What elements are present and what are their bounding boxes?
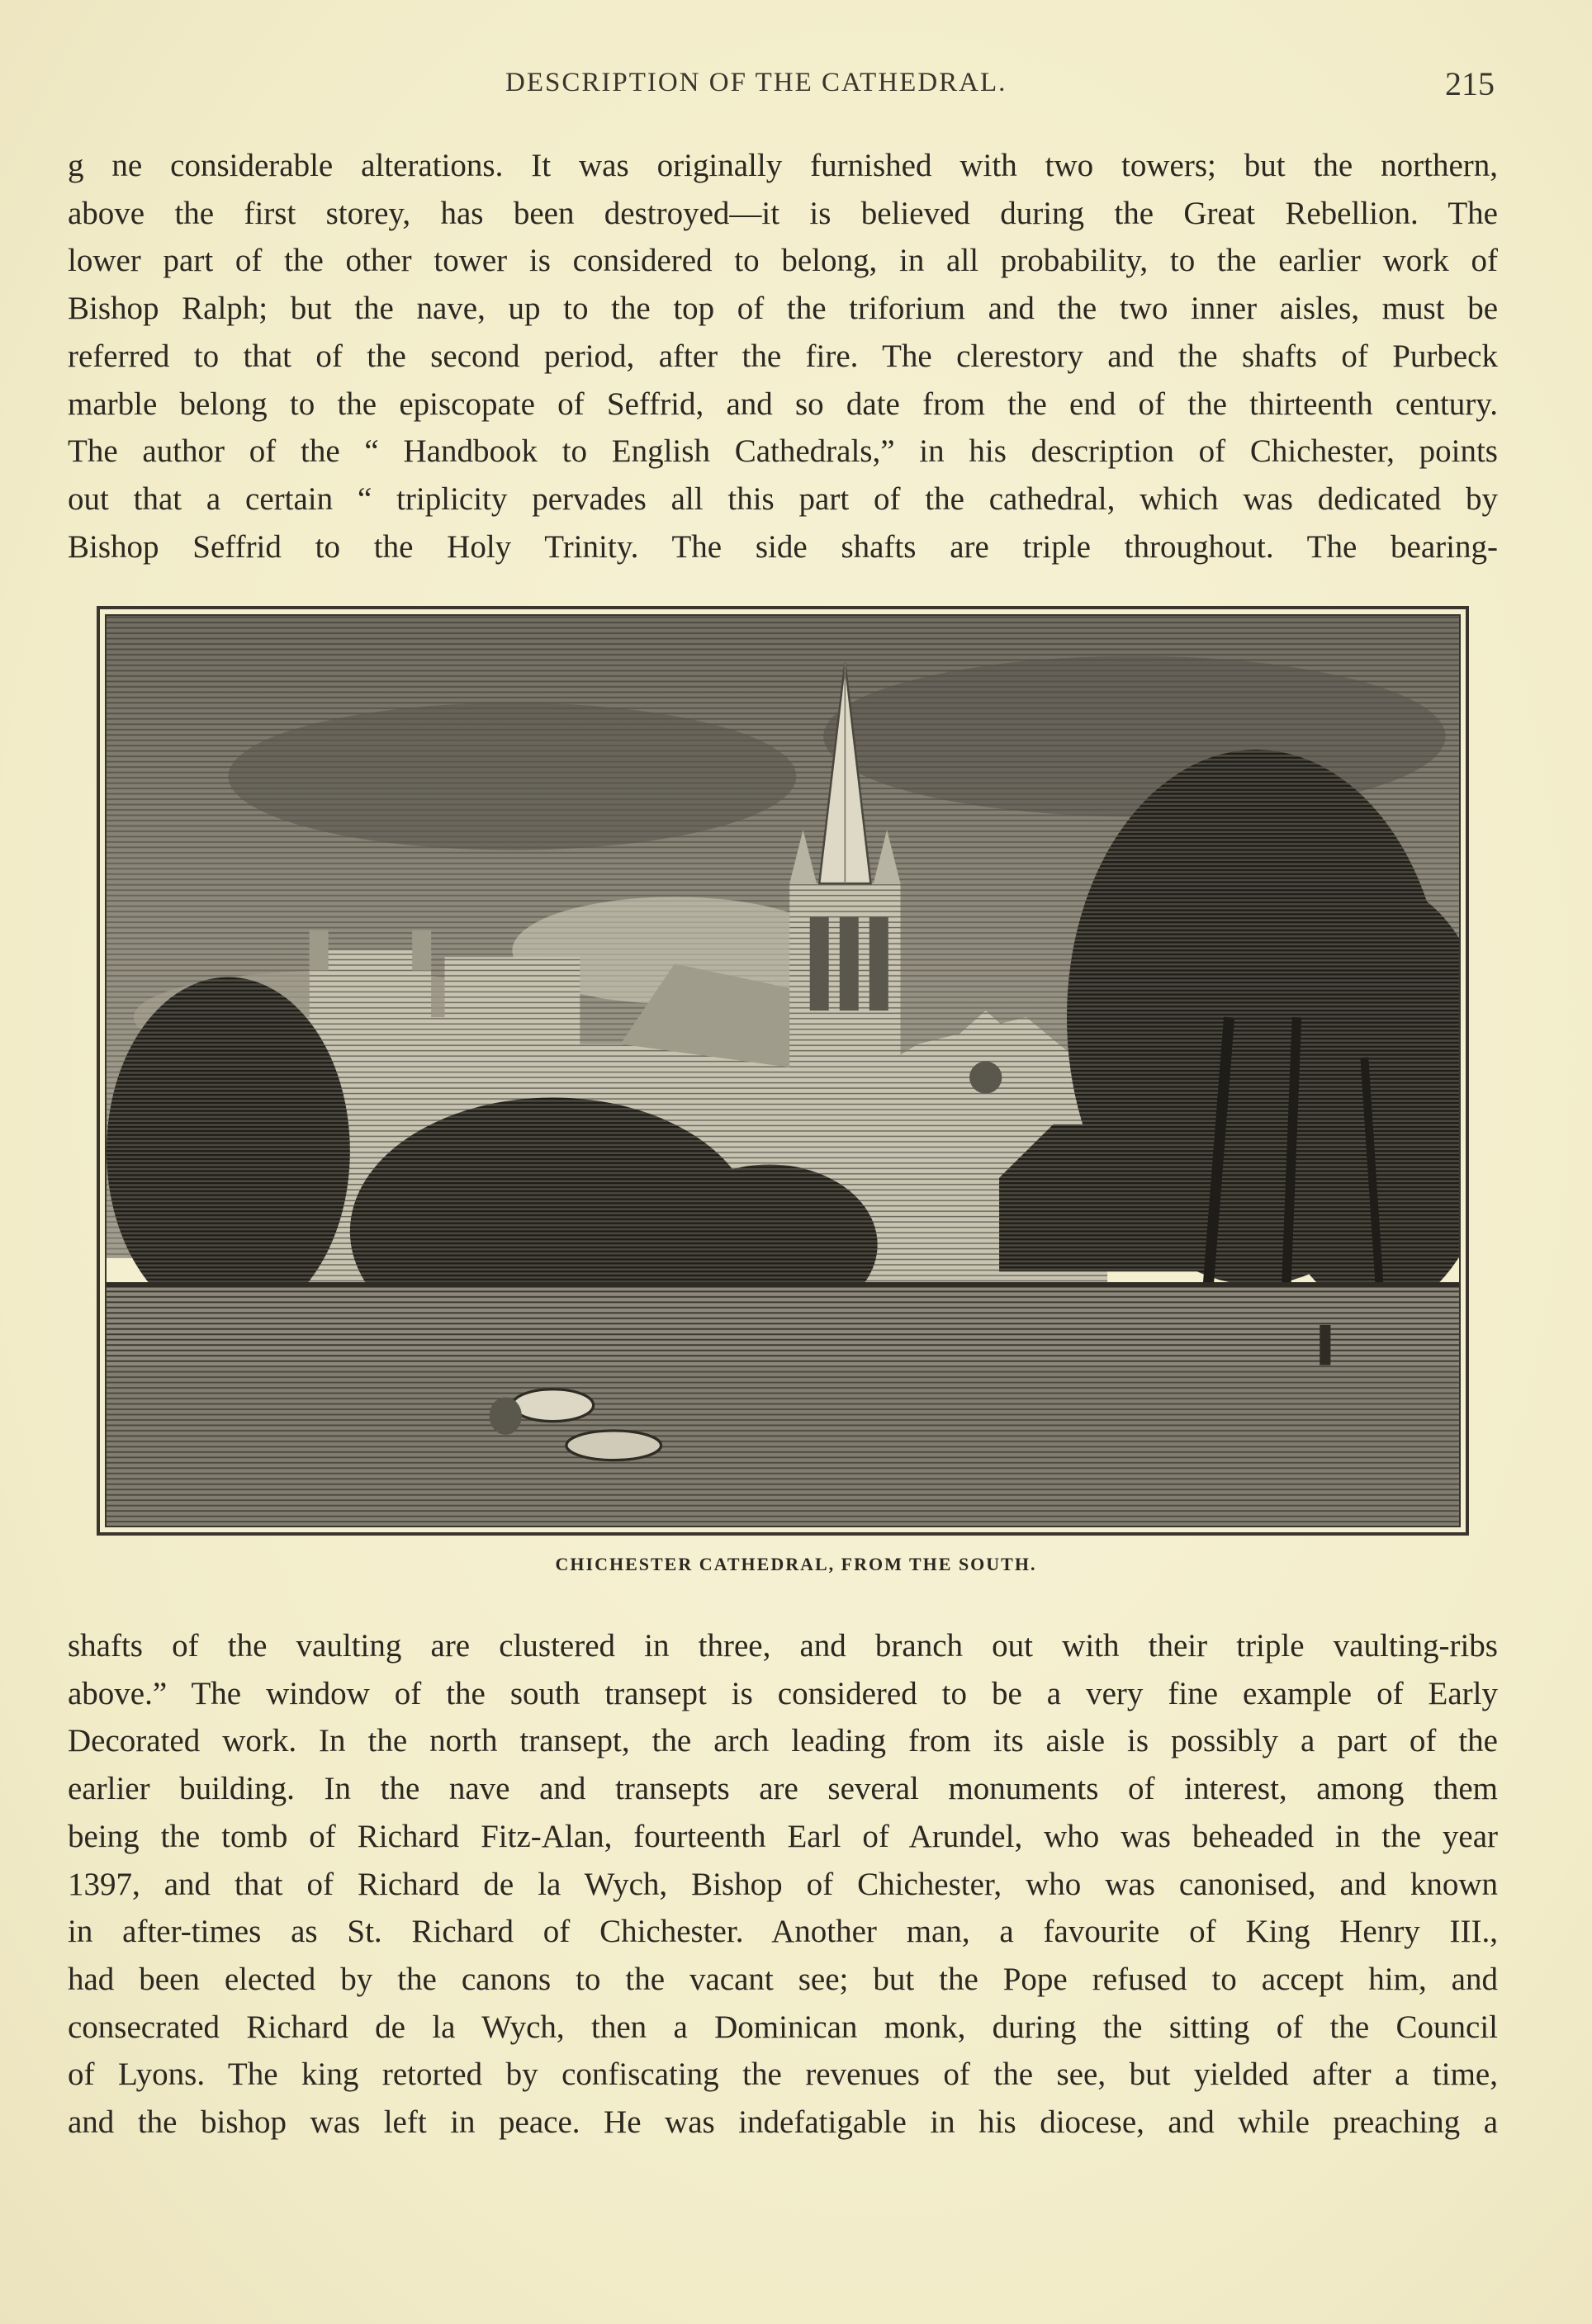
text-line: and the bishop was left in peace. He was indefatigable in his diocese, and while preaching a	[68, 2104, 1498, 2141]
text-line: above.” The window of the south transept is considered to be a very fine example of Early	[68, 1675, 1498, 1711]
text-line: Decorated work. In the north transept, the arch leading from its aisle is possibly a part of the	[68, 1723, 1498, 1759]
page-number: 215	[1445, 65, 1495, 102]
text-line: out that a certain “ triplicity pervades all this part of the cathedral, which was dedicated by	[68, 480, 1498, 517]
text-line: 1397, and that of Richard de la Wych, Bishop of Chichester, who was canonised, and known	[68, 1866, 1498, 1902]
text-line: The author of the “ Handbook to English Cathedrals,” in his description of Chichester, points	[68, 433, 1498, 470]
text-line: above the first storey, has been destroyed—it is believed during the Great Rebellion. The	[68, 195, 1498, 231]
cathedral-engraving	[107, 616, 1459, 1526]
figure-caption: CHICHESTER CATHEDRAL, FROM THE SOUTH.	[555, 1554, 1037, 1574]
text-line: consecrated Richard de la Wych, then a Dominican monk, during the sitting of the Council	[68, 2009, 1498, 2045]
text-line: of Lyons. The king retorted by confiscating the revenues of the see, but yielded after a time,	[68, 2057, 1498, 2093]
running-head	[0, 64, 1592, 114]
text-line: had been elected by the canons to the vacant see; but the Pope refused to accept him, and	[68, 1961, 1498, 1997]
text-line: Bishop Ralph; but the nave, up to the top of the triforium and the two inner aisles, must be	[68, 291, 1498, 327]
text-line: in after-times as St. Richard of Chichester. Another man, a favourite of King Henry III.,	[68, 1914, 1498, 1950]
text-line: referred to that of the second period, after the fire. The clerestory and the shafts of Purbeck	[68, 338, 1498, 374]
bottom-paragraph	[68, 1622, 1498, 2147]
text-line: being the tomb of Richard Fitz-Alan, fourteenth Earl of Arundel, who was beheaded in the year	[68, 1818, 1498, 1854]
top-paragraph	[68, 142, 1498, 570]
text-line: lower part of the other tower is considered to belong, in all probability, to the earlier work of	[68, 243, 1498, 279]
engraving-frame	[105, 614, 1461, 1527]
running-title: DESCRIPTION OF THE CATHEDRAL.	[505, 68, 1007, 97]
text-line: marble belong to the episcopate of Seffrid, and so date from the end of the thirteenth century.	[68, 386, 1498, 422]
engraving-figure	[97, 606, 1469, 1536]
text-line: shafts of the vaulting are clustered in three, and branch out with their triple vaulting-ribs	[68, 1628, 1498, 1664]
text-line: g ne considerable alterations. It was originally furnished with two towers; but the northern,	[68, 148, 1498, 183]
text-line: Bishop Seffrid to the Holy Trinity. The side shafts are triple throughout. The bearing-	[68, 528, 1498, 565]
text-line: earlier building. In the nave and transepts are several monuments of interest, among them	[68, 1771, 1498, 1807]
